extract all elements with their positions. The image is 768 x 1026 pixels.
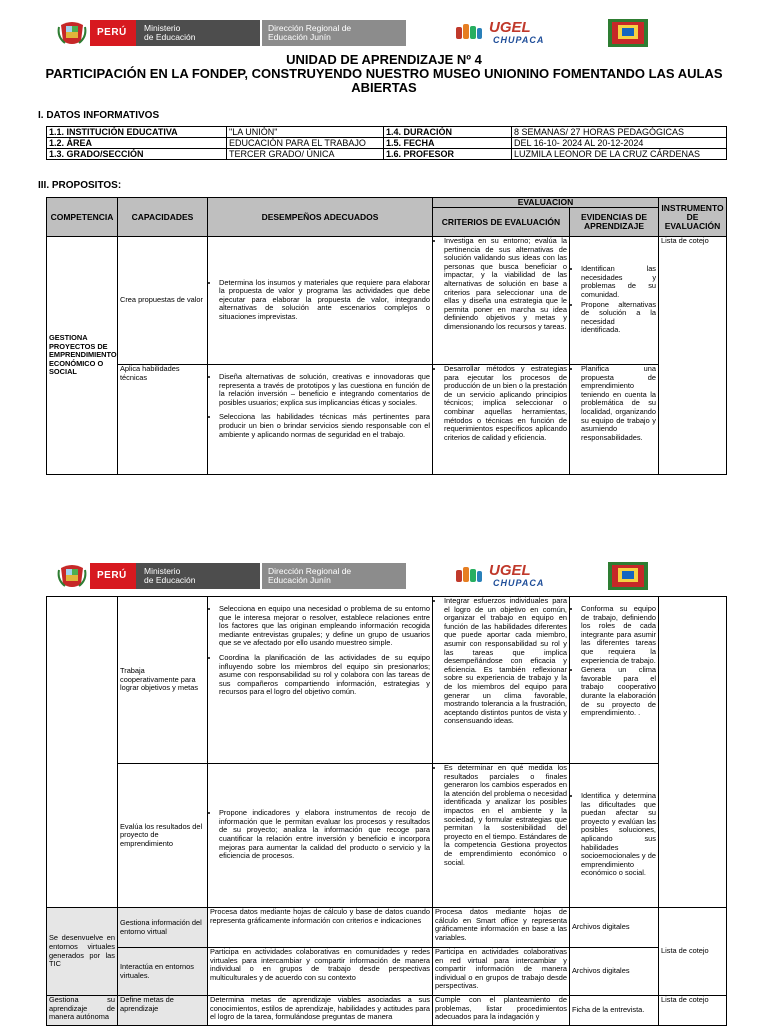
hands-icon — [455, 565, 483, 585]
list-item: • Selecciona las habilidades técnicas más pertinentes para producir un bien o brindar servicios siendo responsable con el ambiente y aplicando normas de seguridad en el trabajo. — [219, 413, 430, 439]
table-row — [47, 908, 727, 948]
list-item: • Diseña alternativas de solución, creativas e innovadoras que representa a través de prototipos y las cuestiona en función de la relación inversión – beneficio e integrando comentarios de posibles usuarios; explica sus implicancias éticas y sociales. — [219, 373, 430, 407]
list-item: • Determina los insumos y materiales que requiere para elaborar la propuesta de valor y programa las actividades que debe ejecutar para elaborar la propuesta de valor, integrando alternativas de solución ante escenarios complejos o situaciones imprevistas. — [219, 279, 430, 322]
info-row — [47, 149, 727, 160]
ministry-label — [136, 563, 260, 589]
section-propositos: III. PROPOSITOS: — [38, 180, 122, 191]
evidencia-cell: Ficha de la entrevista. — [570, 996, 659, 1026]
regional-line-2: Educación Junín — [268, 575, 331, 585]
list-item: • Propone alternativas de solución a la necesidad identificada. — [581, 301, 656, 335]
criterio-cell: Cumple con el planteamiento de problemas, listar procedimientos adecuados para la indagación y — [433, 996, 570, 1026]
info-row — [47, 138, 727, 149]
info-key: 1.2. ÁREA — [47, 138, 227, 149]
evidencia-cell — [570, 764, 659, 908]
list-item: • Es determinar en qué medida los resultados parciales o finales generaron los cambios esperados en la atención del problema o necesidad identificada y analizar los posibles impactos en el ambiente y la sociedad, y formular estrategias que permitan la sostenibilidad del proyecto en el tiempo. Estándares de la competencia Gestiona proyectos de emprendimiento económico o social. — [444, 764, 567, 867]
info-value: 8 SEMANAS/ 27 HORAS PEDAGÓGICAS — [512, 127, 727, 138]
info-value: LUZMILA LEONOR DE LA CRUZ CÁRDENAS — [512, 149, 727, 160]
regional-line-2: Educación Junín — [268, 32, 331, 42]
list-item: • Desarrollar métodos y estrategias para ejecutar los procesos de producción de un bien o la prestación de un servicio aplicando principios técnicos; implica seleccionar o combinar aquellas herramientas, métodos o técnicas en función de requerimientos específicos aplicando criterios de calidad y eficiencia. — [444, 365, 567, 442]
unit-subtitle-line-2: ABIERTAS — [351, 80, 417, 95]
capacidad-cell: Crea propuestas de valor — [118, 237, 208, 365]
page-header-1 — [0, 18, 768, 54]
info-key: 1.3. GRADO/SECCIÓN — [47, 149, 227, 160]
evidencia-cell: Archivos digitales — [570, 908, 659, 948]
peru-coat-of-arms-icon — [57, 562, 87, 590]
purposes-table-page-2 — [46, 596, 727, 1026]
info-value: TERCER GRADO/ ÚNICA — [227, 149, 384, 160]
header-evidencias: EVIDENCIAS DE APRENDIZAJE — [570, 208, 659, 237]
ugel-line-1: UGEL — [489, 562, 531, 579]
unit-title: UNIDAD DE APRENDIZAJE Nº 4 — [286, 52, 482, 67]
ministry-line-2: de Educación — [144, 32, 196, 42]
criterio-cell — [433, 597, 570, 764]
instrumento-cell: Lista de cotejo — [659, 237, 727, 475]
desempeno-cell: Determina metas de aprendizaje viables asociadas a sus conocimientos, estilos de aprendizaje, habilidades y actitudes para el logro de la tarea, formulándose preguntas de manera — [208, 996, 433, 1026]
table-row — [47, 237, 727, 365]
instrumento-cell: Lista de cotejo — [659, 908, 727, 996]
page-header-2 — [0, 561, 768, 597]
info-table — [46, 126, 727, 160]
school-crest-icon — [608, 19, 648, 47]
header-criterios: CRITERIOS DE EVALUACIÓN — [433, 208, 570, 237]
header-desempenos: DESEMPEÑOS ADECUADOS — [208, 198, 433, 237]
regional-direction-label — [262, 20, 406, 46]
criterio-cell: Participa en actividades colaborativas en red virtual para intercambiar y compartir información de manera individual o en grupos de trabajo desde perspectivas. — [433, 948, 570, 996]
unit-subtitle-line-1: PARTICIPACIÓN EN LA FONDEP, CONSTRUYENDO NUESTRO MUSEO UNIONINO FOMENTANDO LAS AULAS — [45, 66, 723, 81]
instrumento-cell: Lista de cotejo — [659, 996, 727, 1026]
info-key: 1.5. FECHA — [384, 138, 512, 149]
info-key: 1.1. INSTITUCIÓN EDUCATIVA — [47, 127, 227, 138]
competencia-cell: Se desenvuelve en entornos virtuales generados por las TIC — [47, 908, 118, 996]
list-item: • Propone indicadores y elabora instrumentos de recojo de información que le permitan evaluar los procesos y resultados de su proyecto; analiza la información que recoge para cuantificar la relación entre inversión y beneficio e incorpora mejoras para aumentar la calidad del producto o servicio y la eficiencia de procesos. — [219, 809, 430, 861]
info-value: EDUCACIÓN PARA EL TRABAJO — [227, 138, 384, 149]
info-value: DEL 16-10- 2024 AL 20-12-2024 — [512, 138, 727, 149]
desempeno-cell — [208, 764, 433, 908]
info-key: 1.6. PROFESOR — [384, 149, 512, 160]
ugel-logo — [455, 563, 545, 589]
ministry-line-2: de Educación — [144, 575, 196, 585]
desempeno-cell: Participa en actividades colaborativas en comunidades y redes virtuales para intercambiar y compartir información de manera individual o en grupos de trabajo desde perspectivas multiculturales y de acuerdo con su contexto — [208, 948, 433, 996]
evidencia-cell — [570, 597, 659, 764]
header-evaluacion: EVALUACION — [433, 198, 659, 208]
capacidad-cell: Define metas de aprendizaje — [118, 996, 208, 1026]
list-item: • Conforma su equipo de trabajo, definiendo los roles de cada integrante para asumir las diferentes tareas que requiera la experiencia de trabajo. — [581, 605, 656, 665]
table-row — [47, 764, 727, 908]
ugel-line-1: UGEL — [489, 19, 531, 36]
capacidad-cell: Interactúa en entornos virtuales. — [118, 948, 208, 996]
list-item: • Genera un clima favorable para el trabajo cooperativo durante la elaboración de su proyecto de emprendimiento. . — [581, 666, 656, 718]
regional-line-1: Dirección Regional de — [268, 566, 352, 576]
peru-label: PERÚ — [90, 20, 136, 46]
regional-direction-label — [262, 563, 406, 589]
competencia-cell: Gestiona su aprendizaje de manera autónoma — [47, 996, 118, 1026]
desempeno-cell — [208, 237, 433, 365]
list-item: • Integrar esfuerzos individuales para el logro de un objetivo en común, organizar el trabajo en equipo en función de las habilidades diferentes que puede aportar cada miembro, asumir con responsabilidad su rol y las tareas que implica desempeñándose con eficacia y eficiencia. Es también reflexionar sobre su experiencia de trabajo y la de los miembros del equipo para generar un clima favorable, mostrando tolerancia a la frustración, aceptando distintos puntos de vista y consensuando ideas. — [444, 597, 567, 726]
school-crest-icon — [608, 562, 648, 590]
capacidad-cell: Gestiona información del entorno virtual — [118, 908, 208, 948]
purposes-table-page-1 — [46, 197, 727, 475]
criterio-cell — [433, 365, 570, 475]
header-capacidades: CAPACIDADES — [118, 198, 208, 237]
list-item: • Planifica una propuesta de emprendimiento teniendo en cuenta la problemática de su localidad, organizando su equipo de trabajo y asumiendo responsabilidades. — [581, 365, 656, 442]
regional-line-1: Dirección Regional de — [268, 23, 352, 33]
ministry-line-1: Ministerio — [144, 566, 181, 576]
table-row — [47, 948, 727, 996]
evidencia-cell — [570, 237, 659, 365]
list-item: • Investiga en su entorno; evalúa la pertinencia de sus alternativas de solución validando sus ideas con las personas que busca beneficiar o impactar, y la viabilidad de las alternativas de solución en base a criterios para seleccionar una de ellas y diseña una estrategia que le permita poner en marcha su idea definiendo objetivos y metas y dimensionando los recursos y tareas. — [444, 237, 567, 332]
criterio-cell — [433, 764, 570, 908]
list-item: • Identifican las necesidades y problemas de su comunidad. — [581, 265, 656, 299]
ugel-logo — [455, 20, 545, 46]
info-value: "LA UNIÓN" — [227, 127, 384, 138]
table-row — [47, 597, 727, 764]
section-datos-informativos: I. DATOS INFORMATIVOS — [38, 110, 160, 121]
competencia-cell: GESTIONA PROYECTOS DE EMPRENDIMIENTO ECONÓMICO O SOCIAL — [47, 237, 118, 475]
criterio-cell — [433, 237, 570, 365]
list-item: • Coordina la planificación de las actividades de su equipo influyendo sobre los miembros del equipo sin presionarlos; asume con responsabilidad su rol y colabora con las tareas de sus compañeros compartiendo información, estrategias y recursos para el logro del objetivo común. — [219, 654, 430, 697]
ugel-line-2: CHUPACA — [493, 35, 545, 45]
evidencia-cell: Archivos digitales — [570, 948, 659, 996]
competencia-cell — [47, 597, 118, 908]
ministry-line-1: Ministerio — [144, 23, 181, 33]
info-key: 1.4. DURACIÓN — [384, 127, 512, 138]
hands-icon — [455, 22, 483, 42]
evidencia-cell — [570, 365, 659, 475]
list-item: • Identifica y determina las dificultades que puedan afectar su proyecto y evalúan las posibles soluciones, aplicando sus habilidades socioemocionales y de emprendimiento económico o social. — [581, 792, 656, 878]
capacidad-cell: Trabaja cooperativamente para lograr objetivos y metas — [118, 597, 208, 764]
list-item: • Selecciona en equipo una necesidad o problema de su entorno que le interesa mejorar o resolver, establece relaciones entre los factores que las originan empleando información recogida mediante entrevistas grupales; y define un grupo de usuarios que se ve afectado por ello usando muestreo simple. — [219, 605, 430, 648]
ministry-label — [136, 20, 260, 46]
table-row — [47, 365, 727, 475]
criterio-cell: Procesa datos mediante hojas de cálculo en Smart office y representa gráficamente información en base a las variables. — [433, 908, 570, 948]
desempeno-cell: Procesa datos mediante hojas de cálculo y base de datos cuando representa gráficamente información con criterios e indicaciones — [208, 908, 433, 948]
info-row — [47, 127, 727, 138]
instrumento-cell — [659, 597, 727, 908]
table-row — [47, 996, 727, 1026]
header-instrumento: INSTRUMENTO DE EVALUACIÓN — [659, 198, 727, 237]
header-competencia: COMPETENCIA — [47, 198, 118, 237]
capacidad-cell: Evalúa los resultados del proyecto de emprendimiento — [118, 764, 208, 908]
peru-coat-of-arms-icon — [57, 19, 87, 47]
desempeno-cell — [208, 365, 433, 475]
capacidad-cell: Aplica habilidades técnicas — [118, 365, 208, 475]
desempeno-cell — [208, 597, 433, 764]
peru-label: PERÚ — [90, 563, 136, 589]
ugel-line-2: CHUPACA — [493, 578, 545, 588]
